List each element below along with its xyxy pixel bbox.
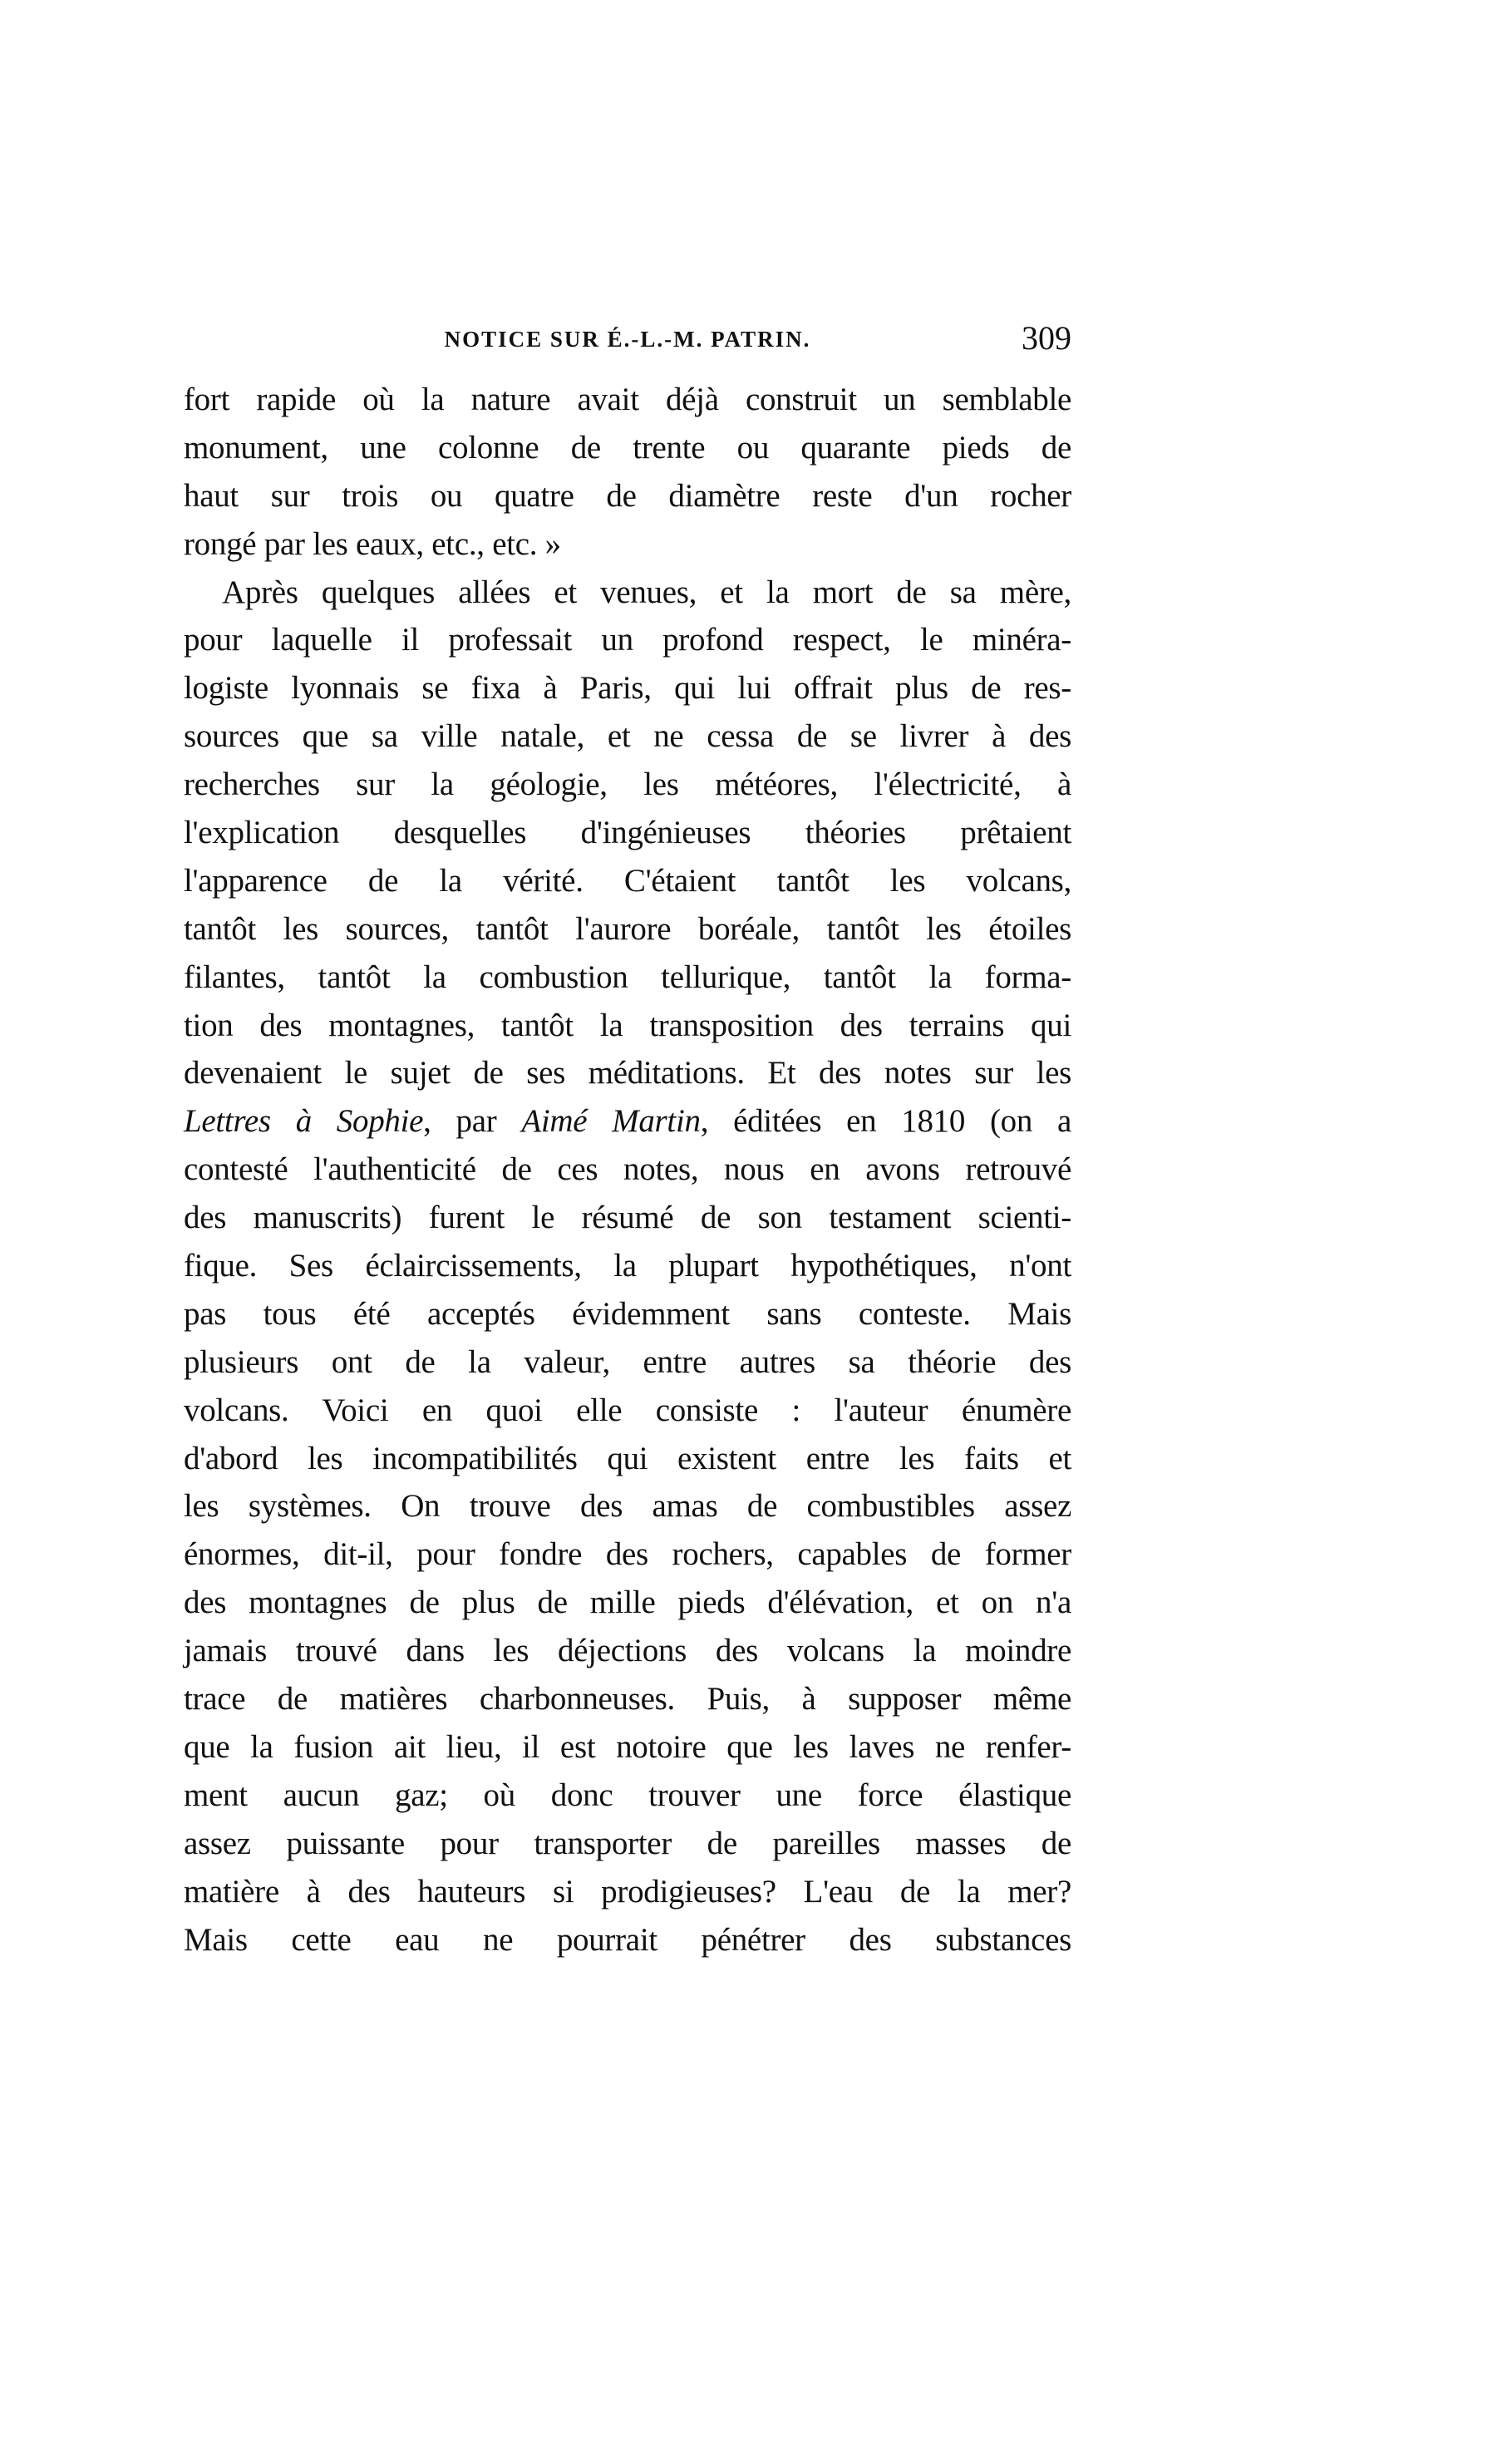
- text-line: jamais trouvé dans les déjections des volcans la moindre: [184, 1633, 1071, 1669]
- text-line: haut sur trois ou quatre de diamètre reste d'un rocher: [184, 477, 1071, 514]
- text-line: tantôt les sources, tantôt l'aurore boréale, tantôt les étoiles: [184, 910, 1071, 947]
- text-line: trace de matières charbonneuses. Puis, à supposer même: [184, 1681, 1071, 1717]
- text-line: fique. Ses éclaircissements, la plupart hypothétiques, n'ont: [184, 1248, 1071, 1284]
- text-line: filantes, tantôt la combustion tellurique, tantôt la forma-: [184, 958, 1071, 995]
- text-line: les systèmes. On trouve des amas de combustibles assez: [184, 1488, 1071, 1525]
- text-line: d'abord les incompatibilités qui existent entre les faits et: [184, 1440, 1071, 1476]
- text-line: assez puissante pour transporter de pareilles masses de: [184, 1825, 1071, 1861]
- text-line: plusieurs ont de la valeur, entre autres sa théorie des: [184, 1343, 1071, 1380]
- text-line: Mais cette eau ne pourrait pénétrer des substances: [184, 1921, 1071, 1958]
- paragraph: [184, 569, 1071, 1964]
- text-line: recherches sur la géologie, les météores, l'électricité, à: [184, 766, 1071, 803]
- text-line: monument, une colonne de trente ou quarante pieds de: [184, 429, 1071, 466]
- text-line: des montagnes de plus de mille pieds d'élévation, et on n'a: [184, 1584, 1071, 1621]
- text-line: tion des montagnes, tantôt la transposition des terrains qui: [184, 1007, 1071, 1043]
- text-line: l'explication desquelles d'ingénieuses théories prêtaient: [184, 815, 1071, 851]
- text-line: énormes, dit-il, pour fondre des rochers, capables de former: [184, 1536, 1071, 1573]
- text-line: contesté l'authenticité de ces notes, nous en avons retrouvé: [184, 1151, 1071, 1188]
- running-header: [184, 318, 1071, 360]
- text-line: fort rapide où la nature avait déjà construit un semblable: [184, 382, 1071, 417]
- paragraph: [184, 376, 1071, 569]
- text-line: pour laquelle il professait un profond respect, le minéra-: [184, 622, 1071, 658]
- text-line: Après quelques allées et venues, et la mort de sa mère,: [222, 574, 1071, 610]
- text-segment: , éditées en 1810 (on a: [700, 1103, 1072, 1140]
- text-line: pas tous été acceptés évidemment sans conteste. Mais: [184, 1295, 1071, 1332]
- text-line: logiste lyonnais se fixa à Paris, qui lui offrait plus de res-: [184, 670, 1071, 707]
- text-segment: , par: [423, 1103, 522, 1140]
- text-line: devenaient le sujet de ses méditations. Et des notes sur les: [184, 1055, 1071, 1092]
- text-line: que la fusion ait lieu, il est notoire que les laves ne renfer-: [184, 1728, 1071, 1765]
- text-line: rongé par les eaux, etc., etc. »: [184, 525, 561, 562]
- text-line: ment aucun gaz; où donc trouver une force élastique: [184, 1777, 1071, 1813]
- text-line: [184, 1097, 1071, 1146]
- italic-title: Aimé Martin: [521, 1103, 701, 1140]
- text-line: sources que sa ville natale, et ne cessa de se livrer à des: [184, 718, 1071, 755]
- running-title: NOTICE SUR É.-L.-M. PATRIN.: [444, 327, 811, 352]
- text-line: matière à des hauteurs si prodigieuses? L'eau de la mer?: [184, 1873, 1071, 1910]
- page-number: 309: [1022, 319, 1071, 357]
- text-line: des manuscrits) furent le résumé de son testament scienti-: [184, 1200, 1071, 1236]
- text-line: l'apparence de la vérité. C'étaient tantôt les volcans,: [184, 862, 1071, 899]
- body-text: [184, 376, 1071, 1964]
- italic-title: Lettres à Sophie: [184, 1103, 424, 1140]
- text-line: volcans. Voici en quoi elle consiste : l'auteur énumère: [184, 1392, 1071, 1428]
